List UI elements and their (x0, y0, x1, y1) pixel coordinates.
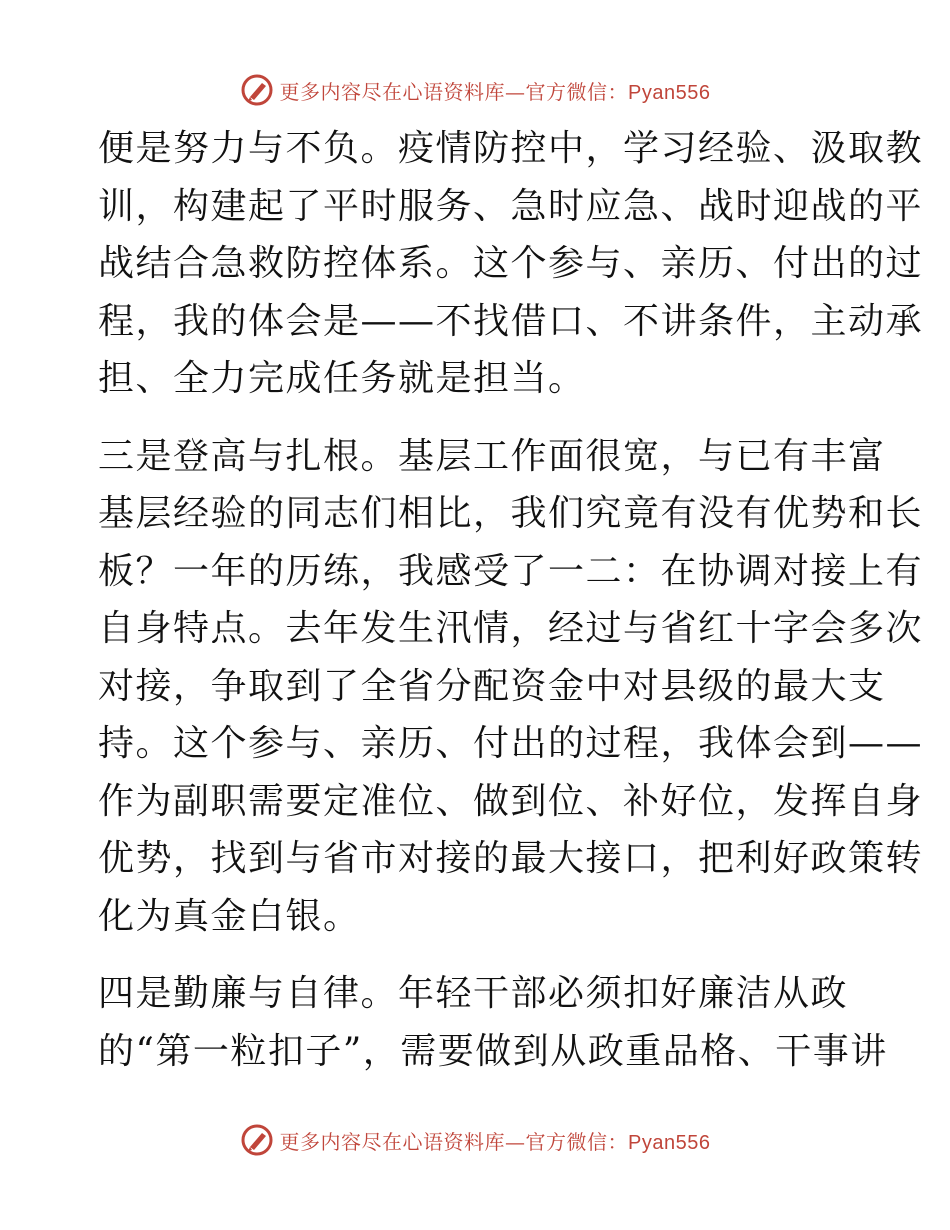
watermark-brand: 更多内容尽在心语资料库 (279, 79, 506, 104)
watermark-separator: — (505, 1129, 526, 1154)
text-line: 持。这个参与、亲历、付出的过程，我体会到—— (98, 723, 924, 764)
text-line: 作为副职需要定准位、做到位、补好位，发挥自身 (98, 780, 924, 822)
header-watermark (0, 70, 950, 110)
watermark-wechat-label: 官方微信： (525, 79, 629, 104)
text-line: 板？一年的历练，我感受了一二：在协调对接上有 (98, 550, 924, 592)
paragraph (98, 428, 924, 946)
footer-watermark (0, 1120, 950, 1160)
pen-logo-icon (240, 1123, 274, 1157)
text-line: 自身特点。去年发生汛情，经过与省红十字会多次 (98, 608, 924, 649)
text-line: 训，构建起了平时服务、急时应急、战时迎战的平 (98, 185, 924, 227)
text-line: 四是勤廉与自律。年轻干部必须扣好廉洁从政 (98, 973, 849, 1014)
text-line: 便是努力与不负。疫情防控中，学习经验、汲取教 (98, 128, 924, 169)
text-line: 化为真金白银。 (98, 895, 361, 937)
text-line: 基层经验的同志们相比，我们究竟有没有优势和长 (98, 493, 924, 534)
paragraph (98, 965, 888, 1080)
watermark-wechat-label: 官方微信： (525, 1129, 629, 1154)
text-line: 担、全力完成任务就是担当。 (98, 358, 586, 399)
watermark-text (280, 76, 711, 105)
text-line: 战结合急救防控体系。这个参与、亲历、付出的过 (98, 243, 924, 284)
paragraph (98, 120, 924, 408)
watermark-text (280, 1126, 711, 1155)
watermark-wechat-id: Pyan556 (628, 81, 711, 104)
text-line: 优势，找到与省市对接的最大接口，把利好政策转 (98, 838, 924, 879)
watermark-wechat-id: Pyan556 (628, 1131, 711, 1154)
document-body (98, 120, 924, 1080)
text-line: 三是登高与扎根。基层工作面很宽，与已有丰富 (98, 435, 886, 477)
pen-logo-icon (240, 73, 274, 107)
text-line: 的“第一粒扣子”，需要做到从政重品格、干事讲 (98, 1030, 888, 1072)
watermark-separator: — (505, 79, 526, 104)
text-line: 程，我的体会是——不找借口、不讲条件，主动承 (98, 300, 924, 342)
text-line: 对接，争取到了全省分配资金中对县级的最大支 (98, 665, 886, 707)
watermark-brand: 更多内容尽在心语资料库 (279, 1129, 506, 1154)
